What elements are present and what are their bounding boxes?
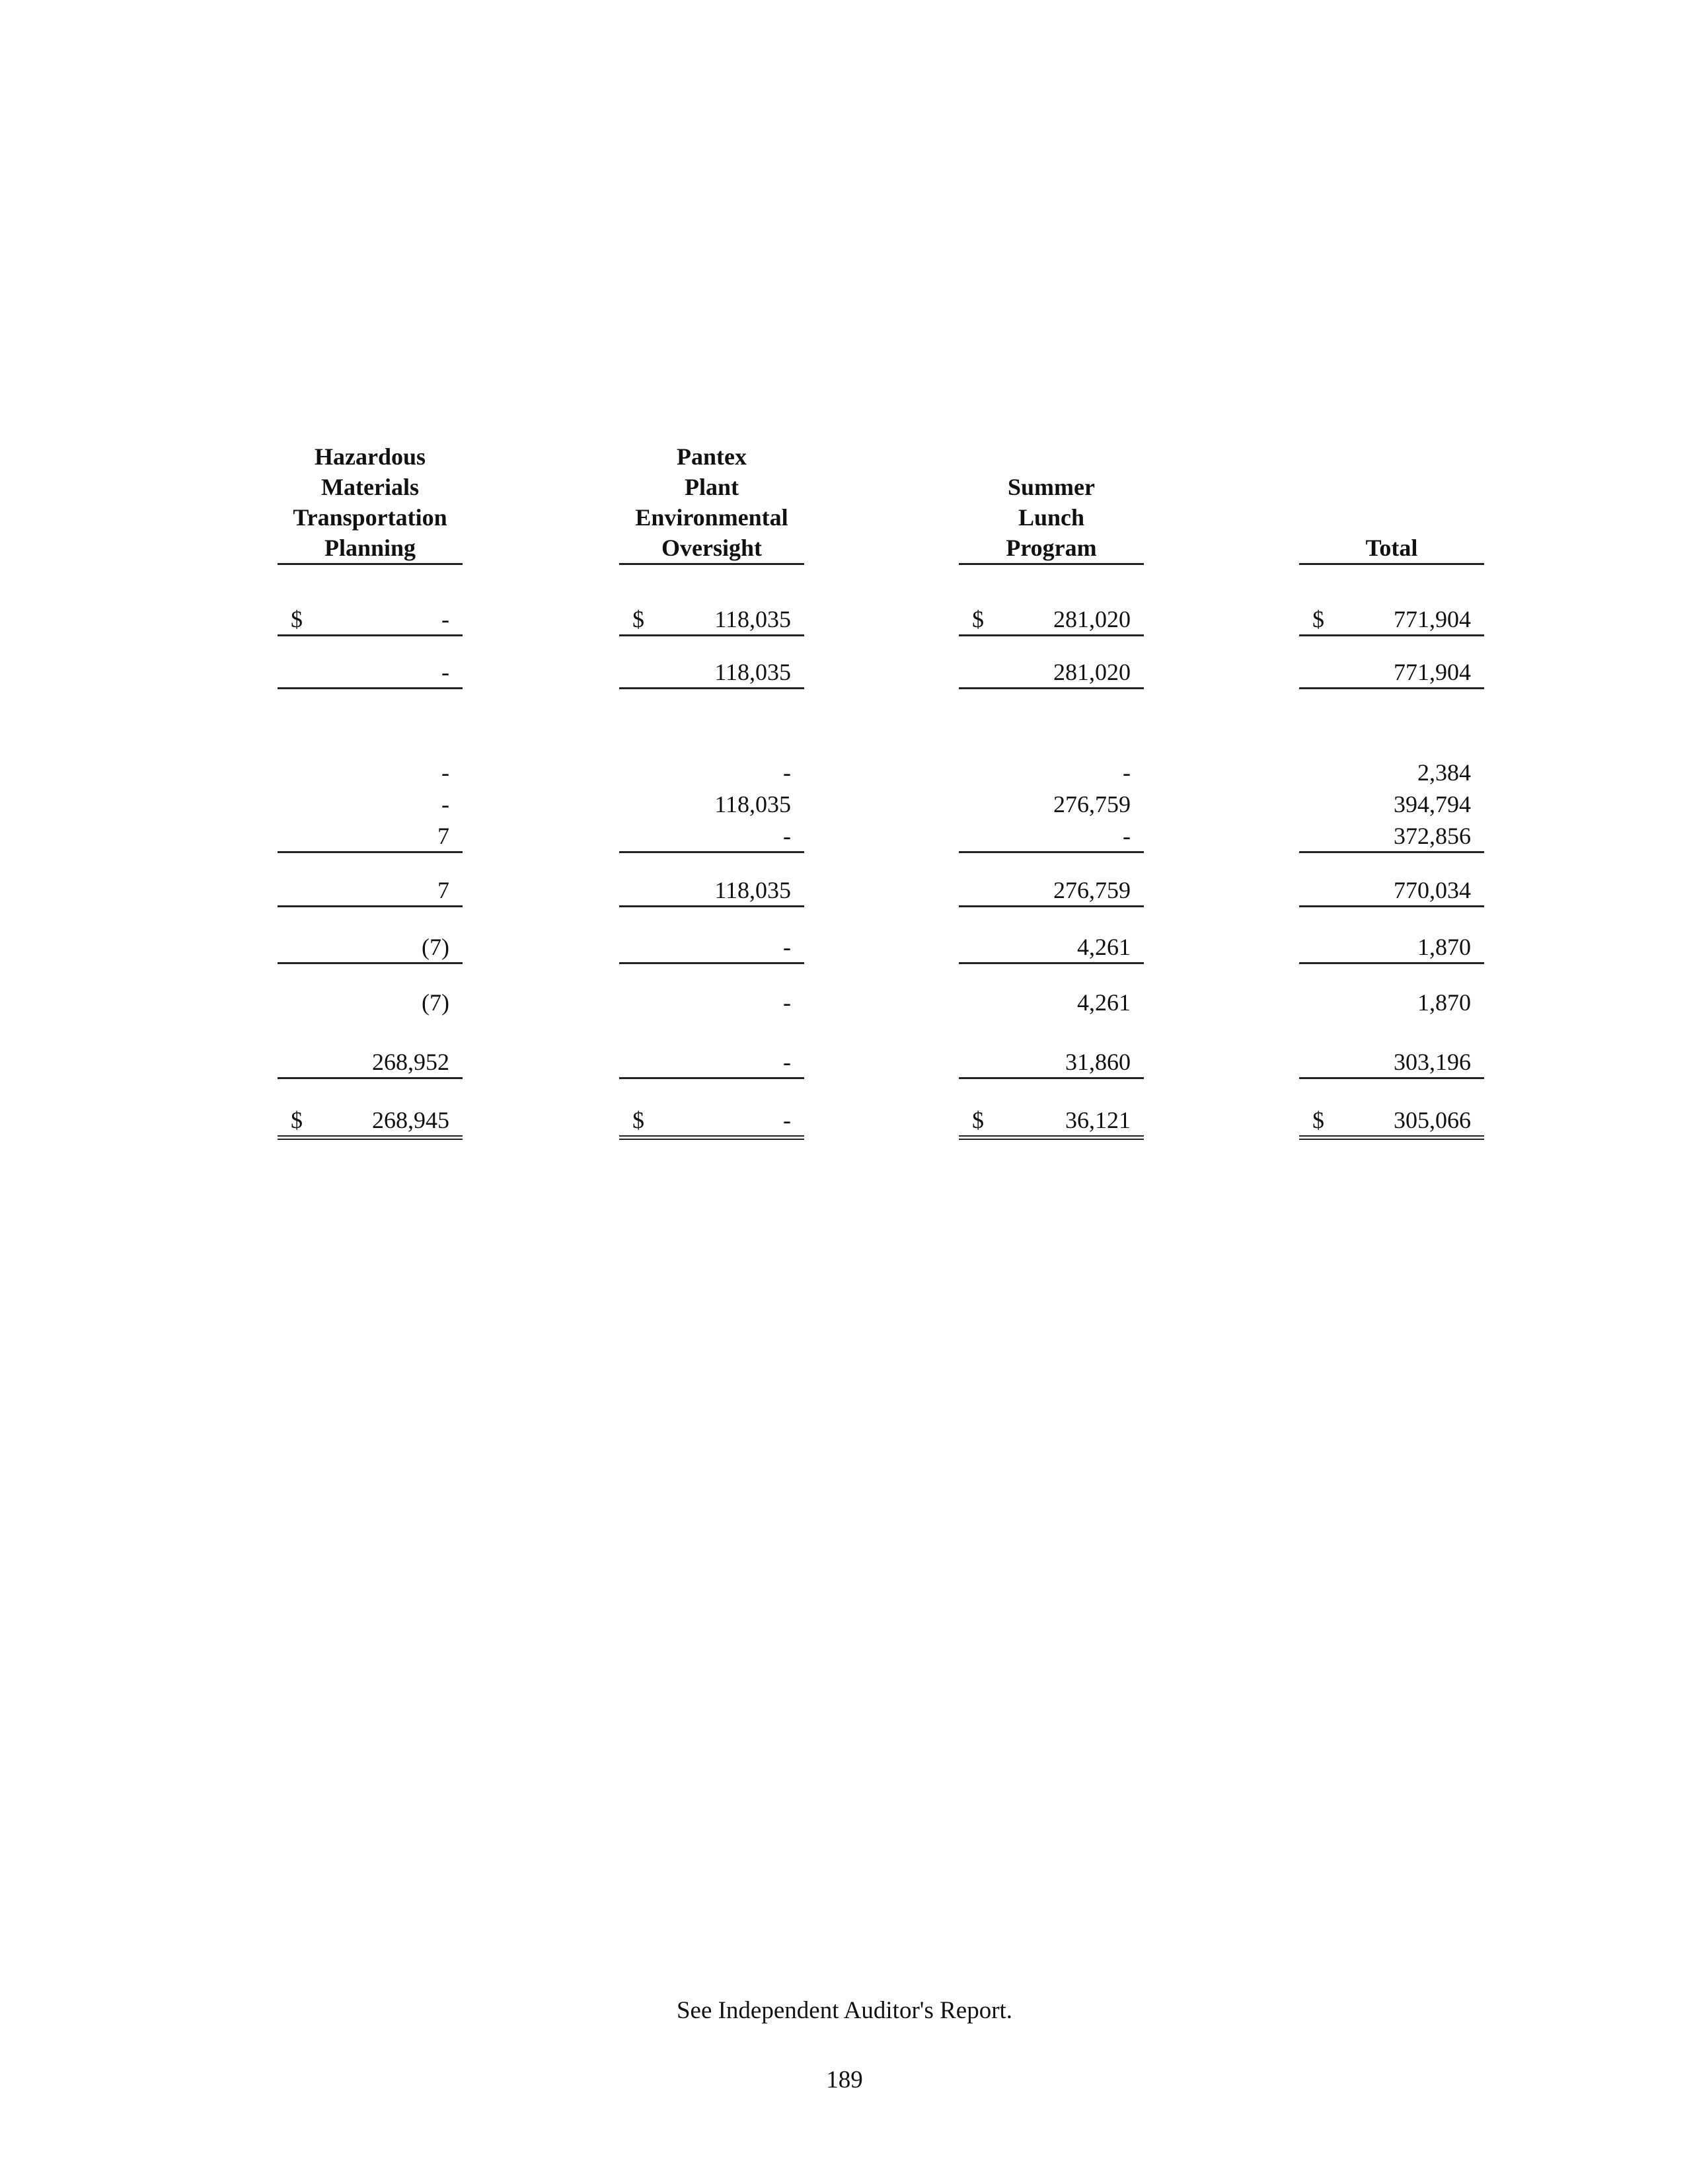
amount: 7 xyxy=(437,877,449,903)
amount: 303,196 xyxy=(1394,1049,1471,1075)
amount: 305,066 xyxy=(1394,1107,1471,1133)
currency-symbol: $ xyxy=(1312,606,1324,632)
row-beginning-balance xyxy=(1299,1047,1484,1079)
amount: (7) xyxy=(422,989,449,1016)
header-line: Lunch xyxy=(1018,504,1085,531)
column-header xyxy=(959,436,1144,565)
amount: - xyxy=(1123,823,1131,849)
row-ending-balance xyxy=(959,1105,1144,1140)
column-header xyxy=(278,436,463,565)
currency-symbol: $ xyxy=(1312,1107,1324,1133)
row-total-expenditures xyxy=(1299,875,1484,907)
column-pantex-plant xyxy=(619,0,804,1189)
amount: 4,261 xyxy=(1077,934,1131,960)
row-expenditure-2 xyxy=(278,789,463,819)
header-line: Total xyxy=(1365,535,1418,561)
header-line: Transportation xyxy=(293,504,447,531)
row-net-change xyxy=(619,987,804,1018)
amount: - xyxy=(783,1049,791,1075)
row-total-revenues xyxy=(1299,657,1484,689)
row-revenue xyxy=(1299,604,1484,636)
currency-symbol: $ xyxy=(632,1107,644,1133)
row-beginning-balance xyxy=(278,1047,463,1079)
column-summer-lunch xyxy=(959,0,1144,1189)
row-expenditure-3 xyxy=(278,821,463,853)
row-total-expenditures xyxy=(278,875,463,907)
row-net-change xyxy=(278,987,463,1018)
header-line: Pantex xyxy=(677,443,747,470)
row-total-revenues xyxy=(959,657,1144,689)
amount: 31,860 xyxy=(1065,1049,1131,1075)
amount: 118,035 xyxy=(714,791,791,817)
amount: 394,794 xyxy=(1394,791,1471,817)
row-excess xyxy=(278,932,463,964)
row-beginning-balance xyxy=(959,1047,1144,1079)
header-line: Materials xyxy=(321,474,419,500)
row-ending-balance xyxy=(278,1105,463,1140)
header-line: Program xyxy=(1006,535,1097,561)
row-revenue xyxy=(619,604,804,636)
amount: - xyxy=(783,823,791,849)
amount: 281,020 xyxy=(1053,659,1131,685)
page-number: 189 xyxy=(826,2066,863,2093)
amount: 2,384 xyxy=(1417,759,1471,786)
row-net-change xyxy=(959,987,1144,1018)
amount: - xyxy=(783,989,791,1016)
column-total xyxy=(1299,0,1484,1189)
amount: 276,759 xyxy=(1053,791,1131,817)
row-total-revenues xyxy=(619,657,804,689)
currency-symbol: $ xyxy=(291,606,303,632)
amount: 770,034 xyxy=(1394,877,1471,903)
row-ending-balance xyxy=(1299,1105,1484,1140)
row-total-expenditures xyxy=(959,875,1144,907)
amount: (7) xyxy=(422,934,449,960)
amount: 281,020 xyxy=(1053,606,1131,632)
header-line: Oversight xyxy=(661,535,762,561)
amount: 118,035 xyxy=(714,606,791,632)
amount: - xyxy=(441,759,449,786)
row-expenditure-1 xyxy=(959,757,1144,788)
row-net-change xyxy=(1299,987,1484,1018)
amount: 118,035 xyxy=(714,877,791,903)
column-hazardous-materials xyxy=(278,0,463,1189)
row-expenditure-2 xyxy=(1299,789,1484,819)
header-line: Summer xyxy=(1008,474,1095,500)
row-excess xyxy=(959,932,1144,964)
row-revenue xyxy=(959,604,1144,636)
row-expenditure-2 xyxy=(619,789,804,819)
column-header xyxy=(619,436,804,565)
row-expenditure-3 xyxy=(959,821,1144,853)
row-excess xyxy=(619,932,804,964)
amount: 4,261 xyxy=(1077,989,1131,1016)
row-total-revenues xyxy=(278,657,463,689)
currency-symbol: $ xyxy=(972,606,984,632)
amount: - xyxy=(441,659,449,685)
row-expenditure-2 xyxy=(959,789,1144,819)
amount: 7 xyxy=(437,823,449,849)
auditor-report-note: See Independent Auditor's Report. xyxy=(676,1997,1013,2024)
amount: 268,952 xyxy=(372,1049,449,1075)
row-excess xyxy=(1299,932,1484,964)
amount: - xyxy=(783,759,791,786)
row-revenue xyxy=(278,604,463,636)
row-expenditure-1 xyxy=(278,757,463,788)
row-expenditure-1 xyxy=(1299,757,1484,788)
row-expenditure-1 xyxy=(619,757,804,788)
row-ending-balance xyxy=(619,1105,804,1140)
amount: 118,035 xyxy=(714,659,791,685)
amount: - xyxy=(441,606,449,632)
amount: 268,945 xyxy=(372,1107,449,1133)
amount: 771,904 xyxy=(1394,606,1471,632)
currency-symbol: $ xyxy=(632,606,644,632)
column-header xyxy=(1299,436,1484,565)
header-line: Environmental xyxy=(635,504,788,531)
row-expenditure-3 xyxy=(1299,821,1484,853)
row-total-expenditures xyxy=(619,875,804,907)
amount: 1,870 xyxy=(1417,989,1471,1016)
amount: - xyxy=(441,791,449,817)
amount: 36,121 xyxy=(1065,1107,1131,1133)
amount: 276,759 xyxy=(1053,877,1131,903)
header-line: Hazardous xyxy=(314,443,426,470)
amount: - xyxy=(1123,759,1131,786)
row-beginning-balance xyxy=(619,1047,804,1079)
amount: - xyxy=(783,1107,791,1133)
currency-symbol: $ xyxy=(291,1107,303,1133)
currency-symbol: $ xyxy=(972,1107,984,1133)
amount: 1,870 xyxy=(1417,934,1471,960)
header-line: Plant xyxy=(684,474,739,500)
amount: 771,904 xyxy=(1394,659,1471,685)
amount: 372,856 xyxy=(1394,823,1471,849)
amount: - xyxy=(783,934,791,960)
header-line: Planning xyxy=(324,535,416,561)
row-expenditure-3 xyxy=(619,821,804,853)
